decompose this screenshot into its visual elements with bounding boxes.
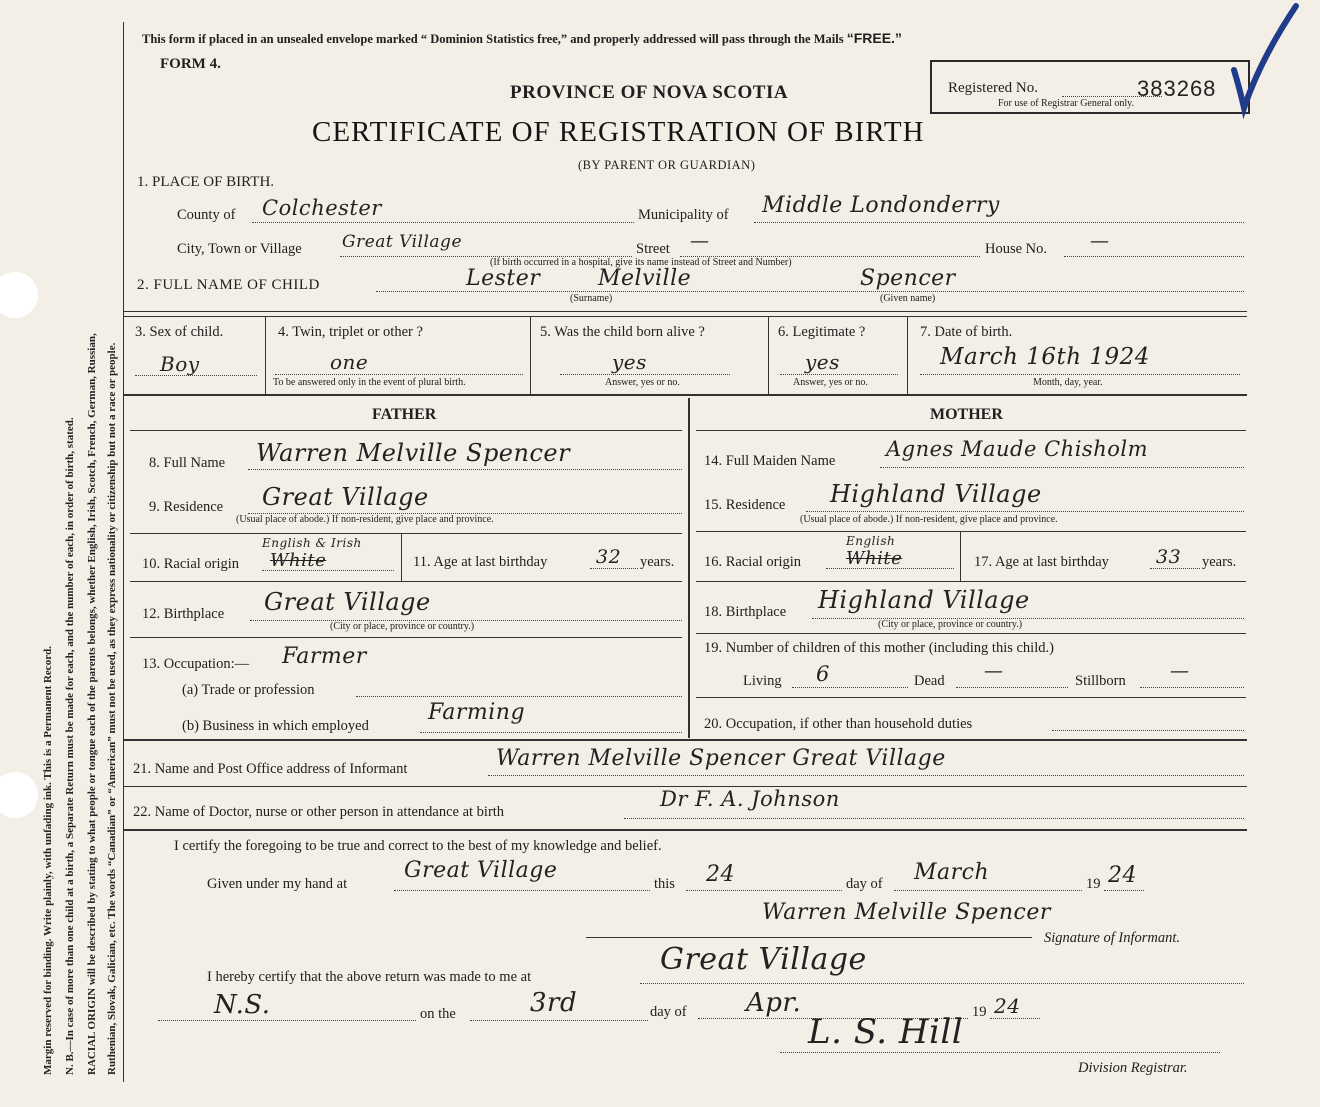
county-label: County of — [177, 207, 236, 223]
margin-note-nationality: Ruthenian, Slovak, Galician, etc. The words “Canadian” or “American” must not be used, as they express nationality or citizenship but not a race or people. — [106, 342, 118, 1075]
registrar-day-of-label: day of — [650, 1004, 687, 1020]
hospital-note: (If birth occurred in a hospital, give its name instead of Street and Number) — [490, 257, 792, 268]
sex-value: Boy — [160, 352, 200, 376]
mail-notice-text: This form if placed in an unsealed envelope marked “ Dominion Statistics free,” and properly addressed will pass through the Mails — [142, 32, 844, 46]
doctor-value: Dr F. A. Johnson — [660, 787, 840, 811]
stillborn-label: Stillborn — [1075, 673, 1126, 689]
mother-occupation-label: 20. Occupation, if other than household duties — [704, 716, 973, 732]
mother-residence-label: 15. Residence — [704, 497, 786, 513]
margin-note-binding: Margin reserved for binding. Write plainly, with unfading ink. This is a Permanent Record. — [42, 646, 54, 1075]
registrar-statement: I hereby certify that the above return was made to me at — [207, 969, 532, 985]
father-racial-label: 10. Racial origin — [142, 556, 240, 572]
date-of-birth-note: Month, day, year. — [1033, 377, 1103, 388]
page-title: CERTIFICATE OF REGISTRATION OF BIRTH — [312, 116, 925, 148]
dead-label: Dead — [914, 673, 945, 689]
street-value: — — [690, 230, 710, 252]
sex-label: 3. Sex of child. — [135, 324, 224, 340]
given-year-value: 24 — [1108, 863, 1137, 888]
child-surname: Spencer — [860, 266, 956, 291]
legitimate-value: yes — [805, 350, 840, 374]
mother-name-label: 14. Full Maiden Name — [704, 453, 836, 469]
father-birthplace-label: 12. Birthplace — [142, 606, 225, 622]
father-racial-value: White — [270, 550, 327, 571]
mother-birthplace-label: 18. Birthplace — [704, 604, 787, 620]
business-label: (b) Business in which employed — [182, 718, 369, 734]
form-number: FORM 4. — [160, 56, 221, 72]
registrar-use-note: For use of Registrar General only. — [998, 98, 1134, 109]
city-value: Great Village — [342, 232, 463, 252]
certify-statement: I certify the foregoing to be true and correct to the best of my knowledge and belief. — [174, 838, 662, 854]
street-label: Street — [636, 241, 670, 257]
father-racial-correction: English & Irish — [262, 536, 362, 550]
mother-birthplace-value: Highland Village — [818, 586, 1030, 614]
registered-number: 383268 — [1137, 76, 1217, 101]
registrar-year-value: 24 — [994, 994, 1021, 1018]
mail-notice — [142, 30, 902, 47]
born-alive-value: yes — [612, 350, 647, 374]
given-place-value: Great Village — [404, 858, 558, 883]
signature-caption: Signature of Informant. — [1044, 930, 1181, 946]
municipality-label: Municipality of — [638, 207, 729, 223]
check-mark-icon — [1220, 0, 1300, 120]
mother-residence-note: (Usual place of abode.) If non-resident, give place and province. — [800, 514, 1058, 525]
house-number-value: — — [1090, 230, 1110, 252]
given-day-value: 24 — [706, 862, 735, 887]
date-of-birth-value: March 16th 1924 — [940, 344, 1150, 370]
province-heading: PROVINCE OF NOVA SCOTIA — [510, 82, 789, 103]
child-given-name-2: Melville — [598, 266, 692, 291]
born-alive-note: Answer, yes or no. — [605, 377, 680, 388]
father-occupation-label: 13. Occupation:— — [142, 656, 250, 672]
living-label: Living — [743, 673, 782, 689]
father-residence-label: 9. Residence — [149, 499, 224, 515]
twin-note: To be answered only in the event of plural birth. — [273, 377, 466, 388]
father-name-value: Warren Melville Spencer — [256, 439, 571, 467]
father-age-label: 11. Age at last birthday — [413, 554, 548, 570]
page-subtitle: (BY PARENT OR GUARDIAN) — [578, 158, 756, 172]
on-the-label: on the — [420, 1006, 456, 1022]
mother-residence-value: Highland Village — [830, 480, 1042, 508]
father-birthplace-note: (City or place, province or country.) — [330, 621, 475, 632]
mail-notice-free: “FREE.” — [846, 30, 902, 46]
house-number-label: House No. — [985, 241, 1048, 257]
father-birthplace-value: Great Village — [264, 588, 431, 616]
registrar-caption: Division Registrar. — [1078, 1060, 1188, 1076]
dead-value: — — [984, 660, 1004, 682]
given-month-value: March — [914, 860, 990, 885]
registered-label: Registered No. — [948, 80, 1038, 96]
day-of-label: day of — [846, 876, 883, 892]
legitimate-label: 6. Legitimate ? — [778, 324, 866, 340]
surname-caption: (Surname) — [570, 293, 613, 304]
registrar-province-value: N.S. — [214, 990, 271, 1020]
twin-label: 4. Twin, triplet or other ? — [278, 324, 423, 340]
mother-racial-correction: English — [846, 534, 896, 548]
father-residence-value: Great Village — [262, 483, 429, 511]
this-label: this — [654, 876, 675, 892]
father-age-value: 32 — [596, 546, 622, 568]
given-under-label: Given under my hand at — [207, 876, 348, 892]
given-year-prefix: 19 — [1086, 876, 1101, 892]
place-of-birth-heading: 1. PLACE OF BIRTH. — [137, 174, 275, 190]
child-given-name-1: Lester — [466, 266, 541, 291]
mother-birthplace-note: (City or place, province or country.) — [878, 619, 1023, 630]
registrar-month-value: Apr. — [746, 988, 802, 1018]
margin-note-multiple-births: N. B.—In case of more than one child at a birth, a Separate Return must be made for each, and the number of each, in order of birth, stated. — [64, 417, 76, 1075]
mother-name-value: Agnes Maude Chisholm — [886, 437, 1148, 461]
mother-age-unit: years. — [1202, 554, 1237, 570]
date-of-birth-label: 7. Date of birth. — [920, 324, 1013, 340]
business-value: Farming — [428, 700, 526, 725]
living-value: 6 — [816, 662, 830, 686]
informant-signature: Warren Melville Spencer — [762, 900, 1051, 925]
doctor-label: 22. Name of Doctor, nurse or other person in attendance at birth — [133, 804, 505, 820]
twin-value: one — [330, 350, 369, 374]
mother-heading: MOTHER — [930, 406, 1003, 423]
born-alive-label: 5. Was the child born alive ? — [540, 324, 705, 340]
trade-label: (a) Trade or profession — [182, 682, 315, 698]
father-heading: FATHER — [372, 406, 437, 423]
registrar-place-value: Great Village — [660, 942, 867, 977]
father-residence-note: (Usual place of abode.) If non-resident, give place and province. — [236, 514, 494, 525]
informant-value: Warren Melville Spencer Great Village — [496, 746, 946, 771]
registrar-signature: L. S. Hill — [808, 1012, 964, 1052]
mother-age-value: 33 — [1156, 546, 1182, 568]
child-name-label: 2. FULL NAME OF CHILD — [137, 277, 320, 293]
legitimate-note: Answer, yes or no. — [793, 377, 868, 388]
mother-racial-label: 16. Racial origin — [704, 554, 802, 570]
punch-hole-top — [0, 272, 38, 318]
margin-note-racial-origin: RACIAL ORIGIN will be described by stating to what people or tongue each of the parents belongs, whether English, Irish, Scotch, French, German, Russian, — [86, 333, 98, 1075]
registrar-day-value: 3rd — [530, 988, 578, 1018]
punch-hole-bottom — [0, 772, 38, 818]
father-name-label: 8. Full Name — [149, 455, 226, 471]
mother-racial-value: White — [846, 548, 903, 569]
children-count-label: 19. Number of children of this mother (including this child.) — [704, 640, 1054, 656]
registered-number-box — [930, 60, 1250, 114]
stillborn-value: — — [1170, 660, 1190, 682]
father-occupation-value: Farmer — [282, 644, 367, 669]
mother-age-label: 17. Age at last birthday — [974, 554, 1109, 570]
given-name-caption: (Given name) — [880, 293, 936, 304]
city-label: City, Town or Village — [177, 241, 302, 257]
father-age-unit: years. — [640, 554, 675, 570]
municipality-value: Middle Londonderry — [762, 193, 1000, 218]
registrar-year-prefix: 19 — [972, 1004, 987, 1020]
margin-line — [123, 22, 124, 1082]
county-value: Colchester — [262, 196, 382, 220]
informant-label: 21. Name and Post Office address of Informant — [133, 761, 408, 777]
